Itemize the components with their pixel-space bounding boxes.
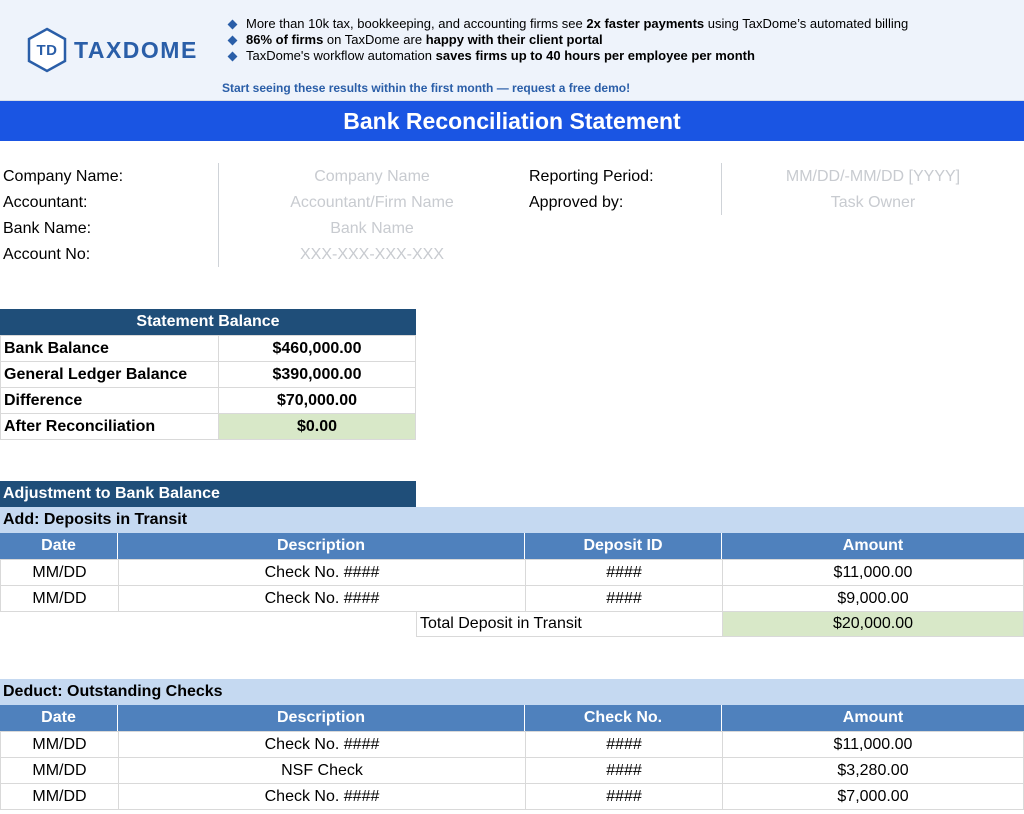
check-number-cell[interactable]: #### (525, 731, 723, 758)
company-name-label: Company Name: (3, 168, 124, 185)
column-header-description[interactable]: Description (118, 705, 525, 731)
plain-text: More than 10k tax, bookkeeping, and accounting firms see (246, 16, 587, 31)
brand-name: TAXDOME (74, 36, 198, 63)
info-divider (218, 163, 219, 267)
diamond-bullet-icon (228, 35, 238, 45)
column-header-amount[interactable]: Amount (722, 533, 1024, 559)
accountant-field[interactable]: Accountant/Firm Name (290, 194, 454, 211)
statement-balance-header: Statement Balance (0, 309, 416, 335)
bold-text: saves firms up to 40 hours per employee per month (435, 48, 755, 63)
deposit-description-cell[interactable]: Check No. #### (118, 559, 526, 586)
page-title: Bank Reconciliation Statement (0, 101, 1024, 141)
deposit-amount-cell[interactable]: $11,000.00 (722, 559, 1024, 586)
account-no-field[interactable]: XXX-XXX-XXX-XXX (299, 246, 445, 263)
plain-text: using TaxDome’s automated billing (704, 16, 909, 31)
column-header-check-no[interactable]: Check No. (525, 705, 722, 731)
deposit-id-cell[interactable]: #### (525, 559, 723, 586)
promo-banner (0, 0, 1024, 101)
bullet-text (246, 48, 755, 64)
reporting-period-field[interactable]: MM/DD/-MM/DD [YYYY] (785, 168, 961, 185)
adjustment-header: Adjustment to Bank Balance (0, 481, 416, 507)
request-demo-link[interactable]: Start seeing these results within the first month — request a free demo! (222, 81, 631, 95)
check-amount-cell[interactable]: $11,000.00 (722, 731, 1024, 758)
deposit-amount-cell[interactable]: $9,000.00 (722, 585, 1024, 612)
check-number-cell[interactable]: #### (525, 757, 723, 784)
check-date-cell[interactable]: MM/DD (0, 783, 119, 810)
column-header-deposit-id[interactable]: Deposit ID (525, 533, 722, 559)
taxdome-logo[interactable] (26, 25, 196, 75)
check-description-cell[interactable]: Check No. #### (118, 731, 526, 758)
after-reconciliation-label: After Reconciliation (0, 413, 219, 440)
ledger-balance-value[interactable]: $390,000.00 (218, 361, 416, 388)
company-name-field[interactable]: Company Name (314, 168, 430, 185)
approved-by-field[interactable]: Task Owner (830, 194, 916, 211)
bank-balance-value[interactable]: $460,000.00 (218, 335, 416, 362)
total-deposit-label: Total Deposit in Transit (416, 611, 723, 637)
checks-section-title: Deduct: Outstanding Checks (0, 679, 1024, 705)
bullet-text (246, 32, 603, 48)
plain-text: TaxDome's workflow automation (246, 48, 436, 63)
deposit-date-cell[interactable]: MM/DD (0, 585, 119, 612)
bank-balance-label: Bank Balance (0, 335, 219, 362)
bank-name-field[interactable]: Bank Name (330, 220, 414, 237)
diamond-bullet-icon (228, 51, 238, 61)
total-deposit-value[interactable]: $20,000.00 (722, 611, 1024, 637)
check-description-cell[interactable]: NSF Check (118, 757, 526, 784)
diamond-bullet-icon (228, 19, 238, 29)
ledger-balance-label: General Ledger Balance (0, 361, 219, 388)
bank-name-label: Bank Name: (3, 220, 92, 237)
deposits-section-title: Add: Deposits in Transit (0, 507, 1024, 533)
check-description-cell[interactable]: Check No. #### (118, 783, 526, 810)
promo-bullet (226, 32, 908, 48)
check-amount-cell[interactable]: $3,280.00 (722, 757, 1024, 784)
check-amount-cell[interactable]: $7,000.00 (722, 783, 1024, 810)
bold-text: happy with their client portal (425, 32, 603, 47)
check-number-cell[interactable]: #### (525, 783, 723, 810)
account-no-label: Account No: (3, 246, 91, 263)
accountant-label: Accountant: (3, 194, 88, 211)
promo-bullets (226, 16, 908, 64)
deposit-id-cell[interactable]: #### (525, 585, 723, 612)
deposit-date-cell[interactable]: MM/DD (0, 559, 119, 586)
deposit-description-cell[interactable]: Check No. #### (118, 585, 526, 612)
promo-bullet (226, 48, 908, 64)
check-date-cell[interactable]: MM/DD (0, 731, 119, 758)
bold-text: 86% of firms (246, 32, 324, 47)
approved-by-label: Approved by: (529, 194, 624, 211)
check-date-cell[interactable]: MM/DD (0, 757, 119, 784)
plain-text: on TaxDome are (323, 32, 426, 47)
promo-bullet (226, 16, 908, 32)
difference-value[interactable]: $70,000.00 (218, 387, 416, 414)
column-header-amount[interactable]: Amount (722, 705, 1024, 731)
reporting-period-label: Reporting Period: (529, 168, 654, 185)
logo-mark: TD (36, 41, 58, 59)
difference-label: Difference (0, 387, 219, 414)
column-header-description[interactable]: Description (118, 533, 525, 559)
column-header-date[interactable]: Date (0, 533, 118, 559)
column-header-date[interactable]: Date (0, 705, 118, 731)
hexagon-logo-icon (26, 27, 68, 73)
after-reconciliation-value[interactable]: $0.00 (218, 413, 416, 440)
bullet-text (246, 16, 908, 32)
bold-text: 2x faster payments (586, 16, 705, 31)
